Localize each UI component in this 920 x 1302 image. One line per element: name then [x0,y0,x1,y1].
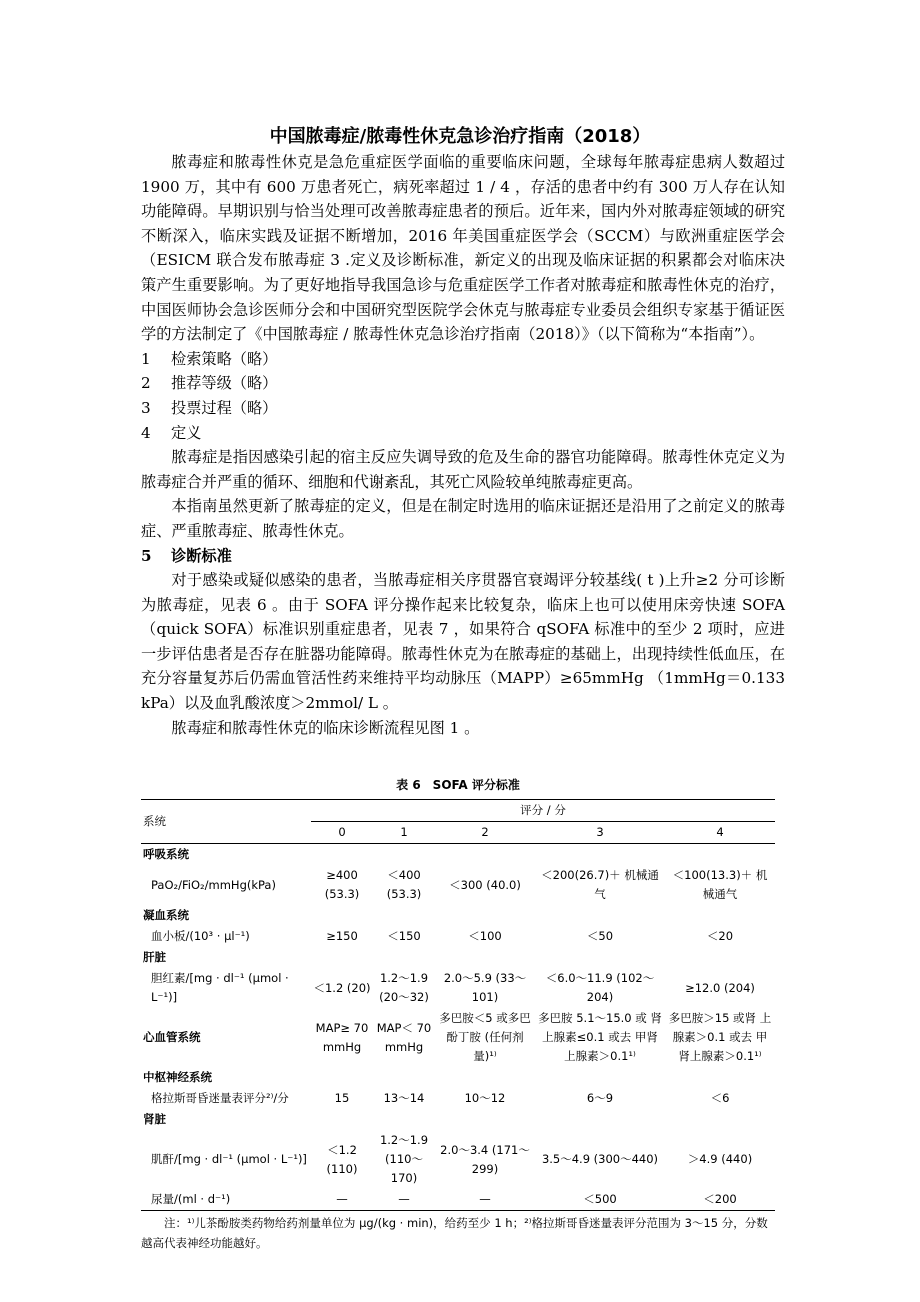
sofa-table-block [141,776,775,1253]
cell: ＜150 [387,929,421,943]
header-score: 评分 / 分 [520,803,566,817]
section-number: 5 [141,546,152,565]
cell: 3.5～4.9 (300～440) [541,1152,659,1166]
cell: MAP＜ 70 mmHg [376,1020,432,1054]
table-row [141,1008,775,1067]
group-cns: 中枢神经系统 [143,1070,212,1084]
document-title: 中国脓毒症/脓毒性休克急诊治疗指南（2018） [269,126,651,147]
header-score-2: 2 [435,822,535,844]
cell: ＜200 [703,1192,737,1206]
cell: ＜500 [583,1192,617,1206]
header-score-0: 0 [311,822,373,844]
cell: ＜100(13.3)＋ 机械通气 [672,868,768,901]
cell: ＜20 [706,929,734,943]
section-label: 投票过程（略） [171,398,278,417]
section-heading-4 [141,421,785,446]
diagnosis-paragraph-1: 对于感染或疑似感染的患者，当脓毒症相关序贯器官衰竭评分较基线( t )上升≥2 分可诊断为脓毒症，见表 6 。由于 SOFA 评分操作起来比较复杂，临床上也可以使用床旁快速 SOFA（quick SOFA）标准识别重症患者，见表 7 ，如果符合 qSOFA 标准中的至少 2 项时，应进一步评估患者是否存在脏器功能障碍。脓毒性休克为在脓毒症的基础上，出现持续性低血压，在充分容量复苏后仍需血管活性药来维持平均动脉压（MAPP）≥65mmHg （1mmHg＝0.133 kPa）以及血乳酸浓度＞2mmol/ L 。 [141,571,785,713]
cell: 13～14 [383,1091,425,1105]
section-number: 3 [141,398,151,417]
section-label: 诊断标准 [171,546,232,565]
header-score-1: 1 [373,822,435,844]
cell: ＜200(26.7)＋ 机械通气 [541,868,659,901]
cell: 2.0～3.4 (171～299) [440,1142,530,1176]
section-number: 4 [141,423,151,442]
cell: — [398,1192,410,1206]
table-row [141,968,775,1008]
section-number: 2 [141,374,151,393]
group-cardiovascular: 心血管系统 [143,1030,201,1044]
cell: ＞4.9 (440) [687,1152,753,1166]
cell: ＜6 [710,1091,730,1105]
cell: 2.0～5.9 (33～101) [443,971,527,1004]
cell: 10～12 [464,1091,506,1105]
cell: ＜6.0～11.9 (102～204) [545,971,655,1004]
group-renal: 肾脏 [143,1112,166,1126]
cell: ≥150 [326,929,358,943]
table-row [141,1130,775,1189]
cell: MAP≥ 70 mmHg [315,1020,369,1054]
row-label: 胆红素/[mg · dl⁻¹ (μmol · L⁻¹)] [151,971,289,1004]
section-label: 检索策略（略） [171,349,278,368]
table-row [141,1189,775,1211]
cell: ＜50 [586,929,614,943]
cell: ＜1.2 (20) [313,980,371,995]
section-heading-1 [141,347,785,372]
cell: ≥400 (53.3) [324,868,360,901]
table-row [141,865,775,905]
table-caption: 表 6 SOFA 评分标准 [396,778,520,792]
cell: 15 [334,1091,350,1105]
cell: ＜100 [468,929,502,943]
cell: ＜400 (53.3) [386,868,422,901]
cell: ≥12.0 (204) [685,980,755,995]
sofa-table [141,799,775,1211]
section-label: 定义 [171,423,202,442]
cell: 1.2～1.9 (110～170) [379,1133,429,1185]
section-heading-5 [141,544,785,569]
intro-paragraph: 脓毒症和脓毒性休克是急危重症医学面临的重要临床问题，全球每年脓毒症患病人数超过 1900 万，其中有 600 万患者死亡，病死率超过 1 / 4 ，存活的患者中约有 300 万人存在认知功能障碍。早期识别与恰当处理可改善脓毒症患者的预后。近年来，国内外对脓毒症领域的研究不断深入，临床实践及证据不断增加，2016 年美国重症医学会（SCCM）与欧洲重症医学会（ESICM 联合发布脓毒症 3 .定义及诊断标准，新定义的出现及临床证据的积累都会对临床决策产生重要影响。为了更好地指导我国急诊与危重症医学工作者对脓毒症和脓毒性休克的治疗，中国医师协会急诊医师分会和中国研究型医院学会休克与脓毒症专业委员会组织专家基于循证医学的方法制定了《中国脓毒症 / 脓毒性休克急诊治疗指南（2018）》（以下简称为“本指南”）。 [141,153,785,344]
header-score-4: 4 [665,822,775,844]
cell: 1.2～1.9 (20～32) [379,971,429,1004]
table-row [141,926,775,947]
diagnosis-paragraph-2: 脓毒症和脓毒性休克的临床诊断流程见图 1 。 [171,718,480,737]
row-label: 格拉斯哥昏迷量表评分²⁾/分 [151,1091,289,1105]
document-body [141,150,785,740]
row-label: PaO₂/FiO₂/mmHg(kPa) [151,877,276,892]
cell: ＜300 (40.0) [449,877,521,892]
section-heading-3 [141,396,785,421]
header-score-3: 3 [535,822,665,844]
section-number: 1 [141,349,151,368]
table-note: 注：¹⁾儿茶酚胺类药物给药剂量单位为 μg/(kg · min)，给药至少 1 h；²⁾格拉斯哥昏迷量表评分范围为 3～15 分，分数越高代表神经功能越好。 [141,1216,768,1250]
row-label: 尿量/(ml · d⁻¹) [151,1192,231,1206]
header-system: 系统 [143,814,166,828]
cell: — [479,1192,491,1206]
cell: 多巴胺＞15 或肾 上腺素＞0.1 或去 甲肾上腺素＞0.1¹⁾ [668,1011,772,1063]
group-respiratory: 呼吸系统 [143,847,189,861]
group-coagulation: 凝血系统 [143,908,189,922]
section-label: 推荐等级（略） [171,374,278,393]
cell: 6～9 [586,1091,614,1105]
row-label: 肌酐/[mg · dl⁻¹ (μmol · L⁻¹)] [151,1152,307,1166]
table-row [141,1088,775,1109]
cell: 多巴胺＜5 或多巴酚丁胺 (任何剂量)¹⁾ [439,1011,531,1063]
group-liver: 肝脏 [143,950,166,964]
cell: ＜1.2 (110) [326,1142,358,1176]
row-label: 血小板/(10³ · μl⁻¹) [151,929,250,943]
definition-paragraph-2: 本指南虽然更新了脓毒症的定义，但是在制定时选用的临床证据还是沿用了之前定义的脓毒症、严重脓毒症、脓毒性休克。 [141,497,785,540]
section-heading-2 [141,371,785,396]
cell: — [336,1192,348,1206]
cell: 多巴胺 5.1～15.0 或 肾上腺素≤0.1 或去 甲肾上腺素＞0.1¹⁾ [538,1011,662,1063]
definition-paragraph-1: 脓毒症是指因感染引起的宿主反应失调导致的危及生命的器官功能障碍。脓毒性休克定义为脓毒症合并严重的循环、细胞和代谢紊乱，其死亡风险较单纯脓毒症更高。 [141,448,785,491]
